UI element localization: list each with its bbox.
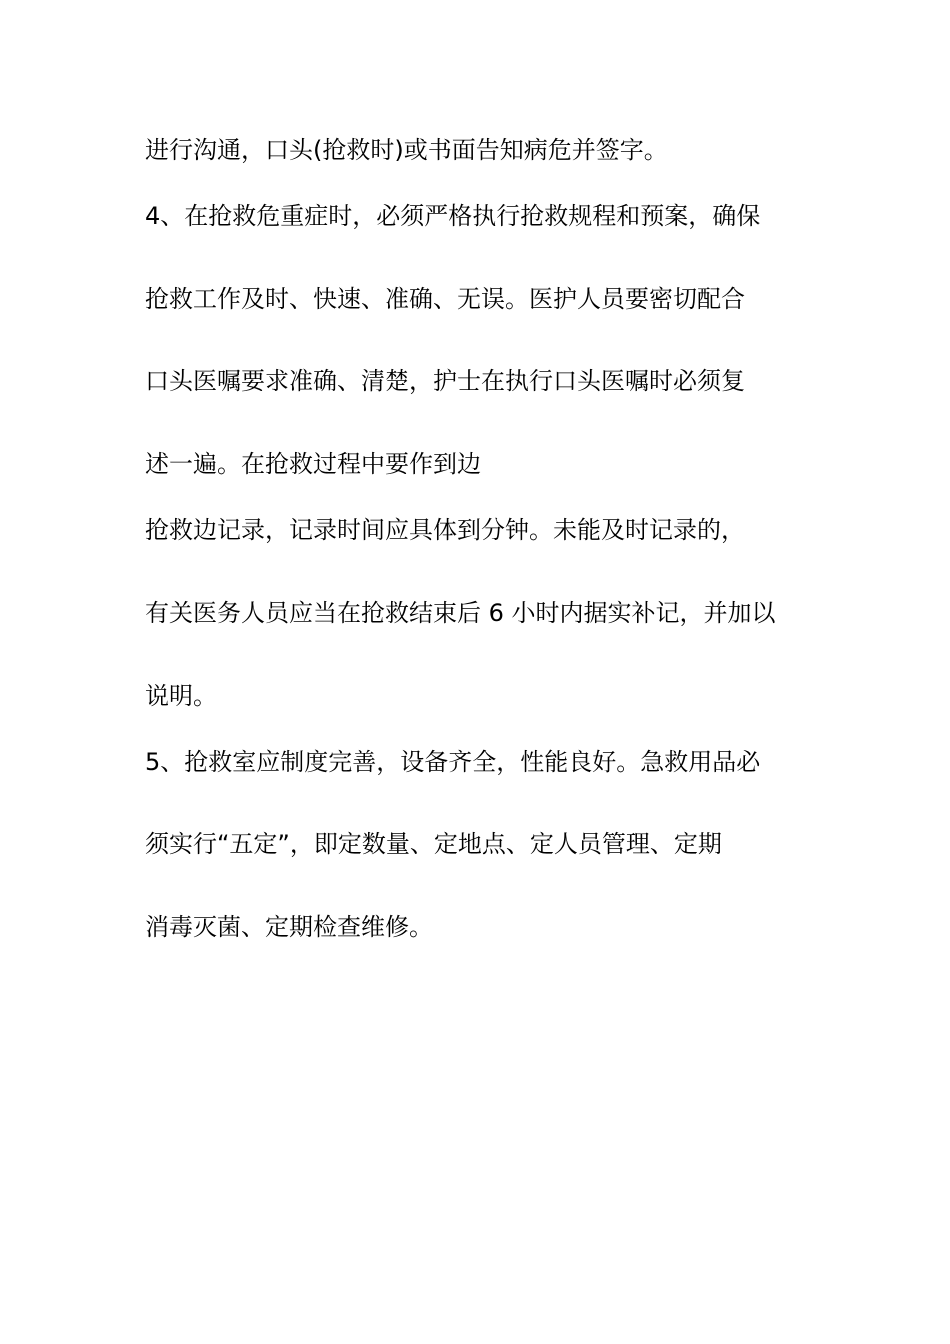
text-line-10: 须实行“五定”，即定数量、定地点、定人员管理、定期 <box>145 830 722 858</box>
text-line-3: 抢救工作及时、快速、准确、无误。医护人员要密切配合 <box>145 285 745 313</box>
text-line-11: 消毒灭菌、定期检查维修。 <box>145 913 433 941</box>
text-line-2: 4、在抢救危重症时，必须严格执行抢救规程和预案，确保 <box>145 202 761 230</box>
text-line-7: 有关医务人员应当在抢救结束后 6 小时内据实补记，并加以 <box>145 599 776 627</box>
text-line-1: 进行沟通，口头(抢救时)或书面告知病危并签字。 <box>145 136 668 164</box>
text-line-9: 5、抢救室应制度完善，设备齐全，性能良好。急救用品必 <box>145 748 761 776</box>
text-line-4: 口头医嘱要求准确、清楚，护士在执行口头医嘱时必须复 <box>145 367 745 395</box>
text-line-5: 述一遍。在抢救过程中要作到边 <box>145 450 481 478</box>
text-line-6: 抢救边记录，记录时间应具体到分钟。未能及时记录的， <box>145 516 745 544</box>
text-line-8: 说明。 <box>145 682 217 710</box>
